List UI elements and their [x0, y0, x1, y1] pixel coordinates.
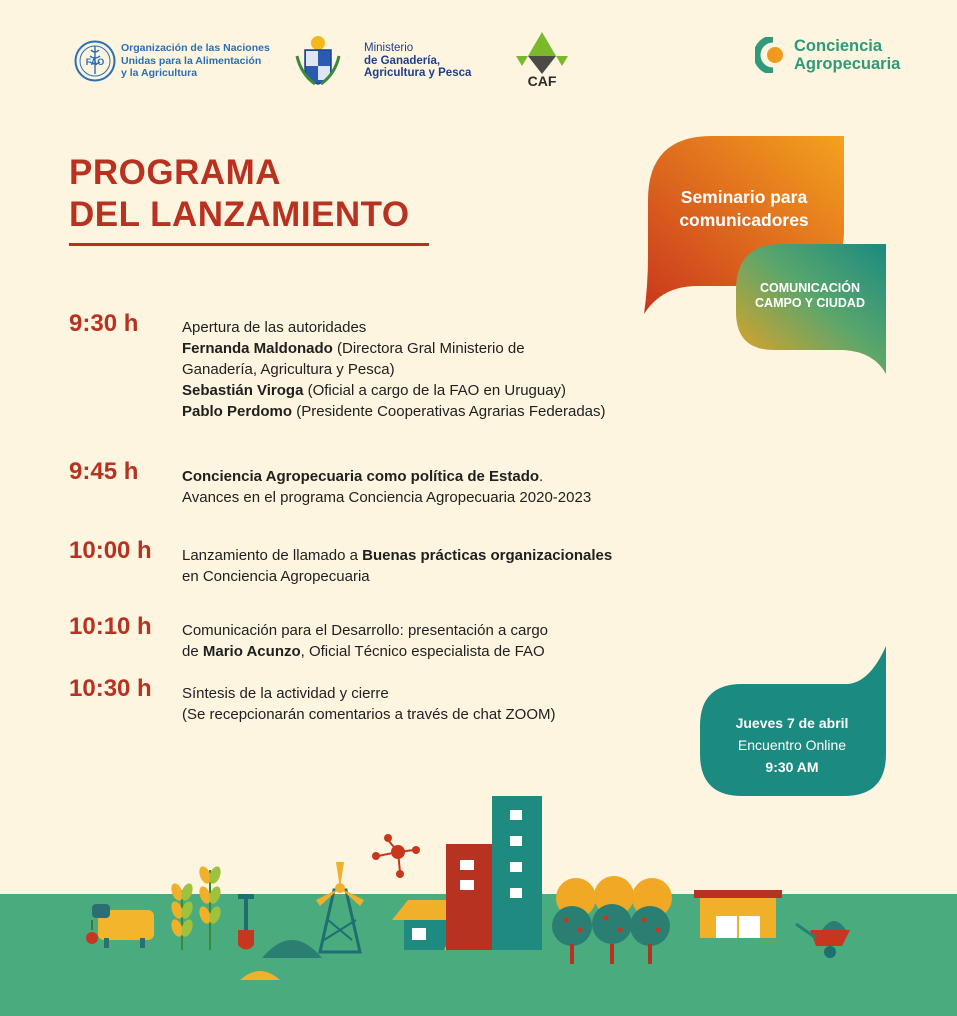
ministry-line: Ministerio: [364, 42, 414, 54]
mound: [262, 940, 322, 958]
fruit-trees-icon: [552, 876, 672, 964]
title-line: PROGRAMA: [69, 153, 282, 192]
page-title: [69, 152, 410, 236]
event-date: Jueves 7 de abril: [735, 715, 849, 731]
item-text: Apertura de las autoridades: [182, 319, 367, 336]
wind-turbine-icon: [316, 862, 364, 952]
item-text: , Oficial Técnico especialista de FAO: [300, 643, 545, 660]
conciencia-line: Conciencia: [794, 37, 883, 55]
seminar-line: Seminario para: [680, 187, 808, 207]
schedule-item: [182, 683, 682, 725]
countryside-city-illustration: [0, 780, 957, 1016]
item-text: (Se recepcionarán comentarios a través de chat ZOOM): [182, 706, 556, 723]
event-time: 9:30 AM: [765, 759, 819, 775]
item-text: .: [539, 468, 544, 485]
uruguay-crest-icon: [295, 34, 341, 88]
fao-name-line: Unidas para la Alimentación: [121, 54, 262, 67]
speaker-role: (Directora Gral Ministerio de: [332, 340, 525, 357]
speaker-name: Pablo Perdomo: [182, 403, 293, 420]
molecule-icon: [372, 834, 420, 878]
speaker-role: (Presidente Cooperativas Agrarias Federadas): [292, 403, 606, 420]
caf-label: CAF: [527, 73, 557, 88]
speaker-name: Sebastián Viroga: [182, 382, 304, 399]
speaker-role: Ganadería, Agricultura y Pesca): [182, 361, 395, 378]
theme-line: CAMPO Y CIUDAD: [755, 296, 865, 310]
schedule-time: 9:45 h: [69, 458, 139, 485]
speaker-role: (Oficial a cargo de la FAO en Uruguay): [303, 382, 567, 399]
item-text: Síntesis de la actividad y cierre: [182, 685, 389, 702]
wheelbarrow-icon: [796, 921, 850, 958]
seminar-line: comunicadores: [679, 210, 809, 230]
theme-bubble-text: [740, 281, 880, 311]
caf-logo-icon: [513, 30, 571, 88]
building-icon: [446, 796, 542, 950]
seminar-bubble-text: [655, 186, 833, 232]
schedule-time: 10:00 h: [69, 537, 152, 564]
conciencia-line: Agropecuaria: [794, 55, 901, 73]
fao-name-line: Organización de las Naciones: [121, 42, 270, 54]
schedule-time: 10:30 h: [69, 675, 152, 702]
title-underline: [69, 243, 429, 246]
speaker-name: Fernanda Maldonado: [182, 340, 333, 357]
item-text: Comunicación para el Desarrollo: presentación a cargo: [182, 622, 549, 639]
schedule-item: [182, 317, 682, 422]
ministry-line-bold: Agricultura y Pesca: [364, 67, 472, 79]
item-text: Avances en el programa Conciencia Agropecuaria 2020-2023: [182, 489, 592, 506]
schedule-item: [182, 620, 682, 662]
item-bold: Mario Acunzo: [202, 643, 301, 660]
fao-name: [121, 42, 271, 80]
conciencia-mark-icon: [755, 37, 789, 73]
ministry-name: [364, 42, 494, 80]
sheep-icon: [86, 904, 154, 948]
title-line: DEL LANZAMIENTO: [69, 195, 410, 234]
barn-icon: [694, 890, 782, 938]
conciencia-wordmark: [794, 37, 900, 73]
schedule-item: [182, 545, 682, 587]
schedule-item: [182, 466, 682, 508]
event-bubble-text: [704, 712, 880, 778]
shovel-icon: [238, 894, 254, 950]
mound: [240, 971, 280, 980]
schedule-time: 9:30 h: [69, 310, 139, 337]
fao-name-line: y la Agricultura: [121, 67, 198, 79]
ministry-line-bold: de Ganadería,: [364, 54, 441, 67]
fao-emblem-icon: [74, 40, 116, 82]
item-bold: Buenas prácticas organizacionales: [362, 547, 613, 564]
item-text: en Conciencia Agropecuaria: [182, 568, 370, 585]
schedule-time: 10:10 h: [69, 613, 152, 640]
item-text: de: [182, 643, 203, 660]
item-text: Lanzamiento de llamado a: [182, 547, 363, 564]
event-mode: Encuentro Online: [737, 737, 847, 753]
theme-line: COMUNICACIÓN: [760, 281, 860, 295]
item-bold: Conciencia Agropecuaria como política de Estado: [182, 468, 540, 485]
wheat-icon: [169, 865, 223, 950]
fao-emblem-text: FAO: [85, 57, 105, 67]
